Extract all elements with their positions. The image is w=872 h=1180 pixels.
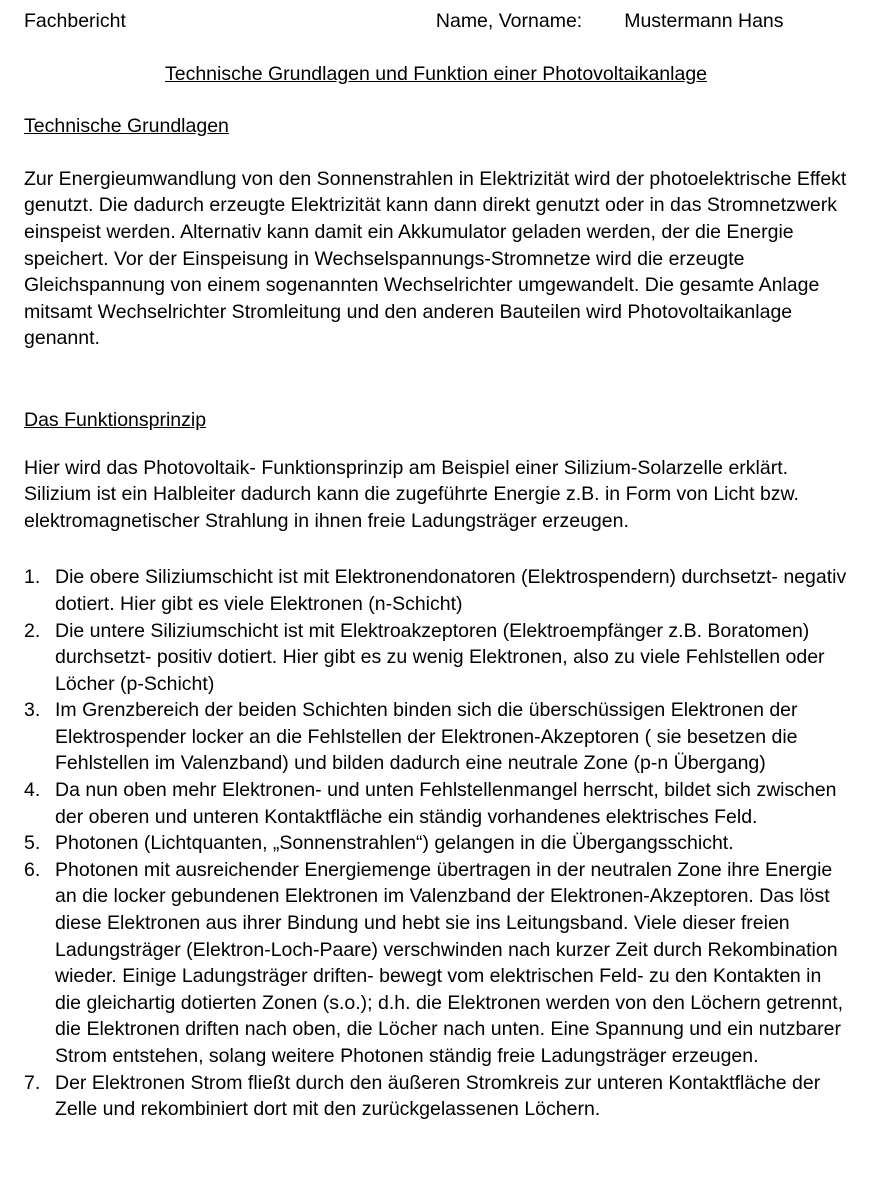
list-item-number: 2. <box>24 619 41 642</box>
list-item-text: Photonen mit ausreichender Energiemenge übertragen in der neutralen Zone ihre Energie an die locker gebundenen Elektronen im Valenzband der Elektronen-Akzeptoren. Das löst diese Elektronen aus ihrer Bindung und hebt sie ins Leitungsband. Viele dieser freien Ladungsträger (Elektron-Loch-Paare) verschwinden nach kurzer Zeit durch Rekombination wieder. Einige Ladungsträger driften- bewegt vom elektrischen Feld- zu den Kontakten in die gleichartig dotierten Zonen (s.o.); d.h. die Elektronen werden von den Löchern getrennt, die Elektronen driften nach oben, die Löcher nach unten. Eine Spannung und ein nutzbarer Strom entstehen, solang weitere Photonen ständig freie Ladungsträger erzeugen. <box>55 858 844 1067</box>
name-label: Name, Vorname: <box>435 10 583 32</box>
list-item-text: Da nun oben mehr Elektronen- und unten Fehlstellenmangel herrscht, bildet sich zwischen der oberen und unteren Kontaktfläche ein ständig vorhandenes elektrisches Feld. <box>55 779 837 828</box>
paragraph-funktionsprinzip: Hier wird das Photovoltaik- Funktionsprinzip am Beispiel einer Silizium-Solarzelle erklärt. Silizium ist ein Halbleiter dadurch kann die zugeführte Energie z.B. in Form von Licht bzw. elektromagnetischer Strahlung in ihnen freie Ladungsträger erzeugen. <box>24 456 799 532</box>
list-item-text: Der Elektronen Strom fließt durch den äußeren Stromkreis zur unteren Kontaktfläche der Zelle und rekombiniert dort mit den zurückgelassenen Löchern. <box>55 1071 821 1121</box>
list-item <box>24 564 848 617</box>
list-item-number: 4. <box>24 779 41 802</box>
list-item-text: Photonen (Lichtquanten, „Sonnenstrahlen“) gelangen in die Übergangsschicht. <box>55 832 734 855</box>
list-item-number: 7. <box>24 1071 41 1094</box>
list-item <box>24 777 848 830</box>
list-item-number: 1. <box>24 566 41 589</box>
list-item <box>24 857 848 1070</box>
numbered-list <box>24 564 848 1122</box>
paragraph-grundlagen: Zur Energieumwandlung von den Sonnenstrahlen in Elektrizität wird der photoelektrische Effekt genutzt. Die dadurch erzeugte Elektrizität kann dann direkt genutzt oder in das Stromnetzwerk einspeist werden. Alternativ kann damit ein Akkumulator geladen werden, der die Energie speichert. Vor der Einspeisung in Wechselspannungs-Stromnetze wird die erzeugte Gleichspannung von einem sogenannten Wechselrichter umgewandelt. Die gesamte Anlage mitsamt Wechselrichter Stromleitung und den anderen Bauteilen wird Photovoltaikanlage genannt. <box>24 167 847 350</box>
document-title: Technische Grundlagen und Funktion einer Photovoltaikanlage <box>164 62 708 85</box>
list-item-number: 5. <box>24 832 41 855</box>
list-item-text: Im Grenzbereich der beiden Schichten binden sich die überschüssigen Elektronen der Elektrospender locker an die Fehlstellen der Elektronen-Akzeptoren ( sie besetzen die Fehlstellen im Valenzband) und bilden dadurch eine neutrale Zone (p-n Übergang) <box>55 699 798 775</box>
list-item-number: 6. <box>24 858 41 881</box>
name-value: Mustermann Hans <box>624 10 784 32</box>
list-item-number: 3. <box>24 699 41 722</box>
list-item <box>24 697 848 777</box>
document-header <box>24 8 848 35</box>
section-heading-grundlagen: Technische Grundlagen <box>24 115 229 138</box>
list-item <box>24 1070 848 1123</box>
section-heading-funktionsprinzip: Das Funktionsprinzip <box>24 408 207 431</box>
doc-type-label: Fachbericht <box>24 10 126 32</box>
list-item <box>24 618 848 698</box>
list-item <box>24 830 848 857</box>
name-field <box>436 8 784 35</box>
list-item-text: Die obere Siliziumschicht ist mit Elektronendonatoren (Elektrospendern) durchsetzt- negativ dotiert. Hier gibt es viele Elektronen (n-Schicht) <box>55 566 847 615</box>
list-item-text: Die untere Siliziumschicht ist mit Elektroakzeptoren (Elektroempfänger z.B. Boratomen) durchsetzt- positiv dotiert. Hier gibt es zu wenig Elektronen, also zu viele Fehlstellen oder Löcher (p-Schicht) <box>55 619 825 695</box>
